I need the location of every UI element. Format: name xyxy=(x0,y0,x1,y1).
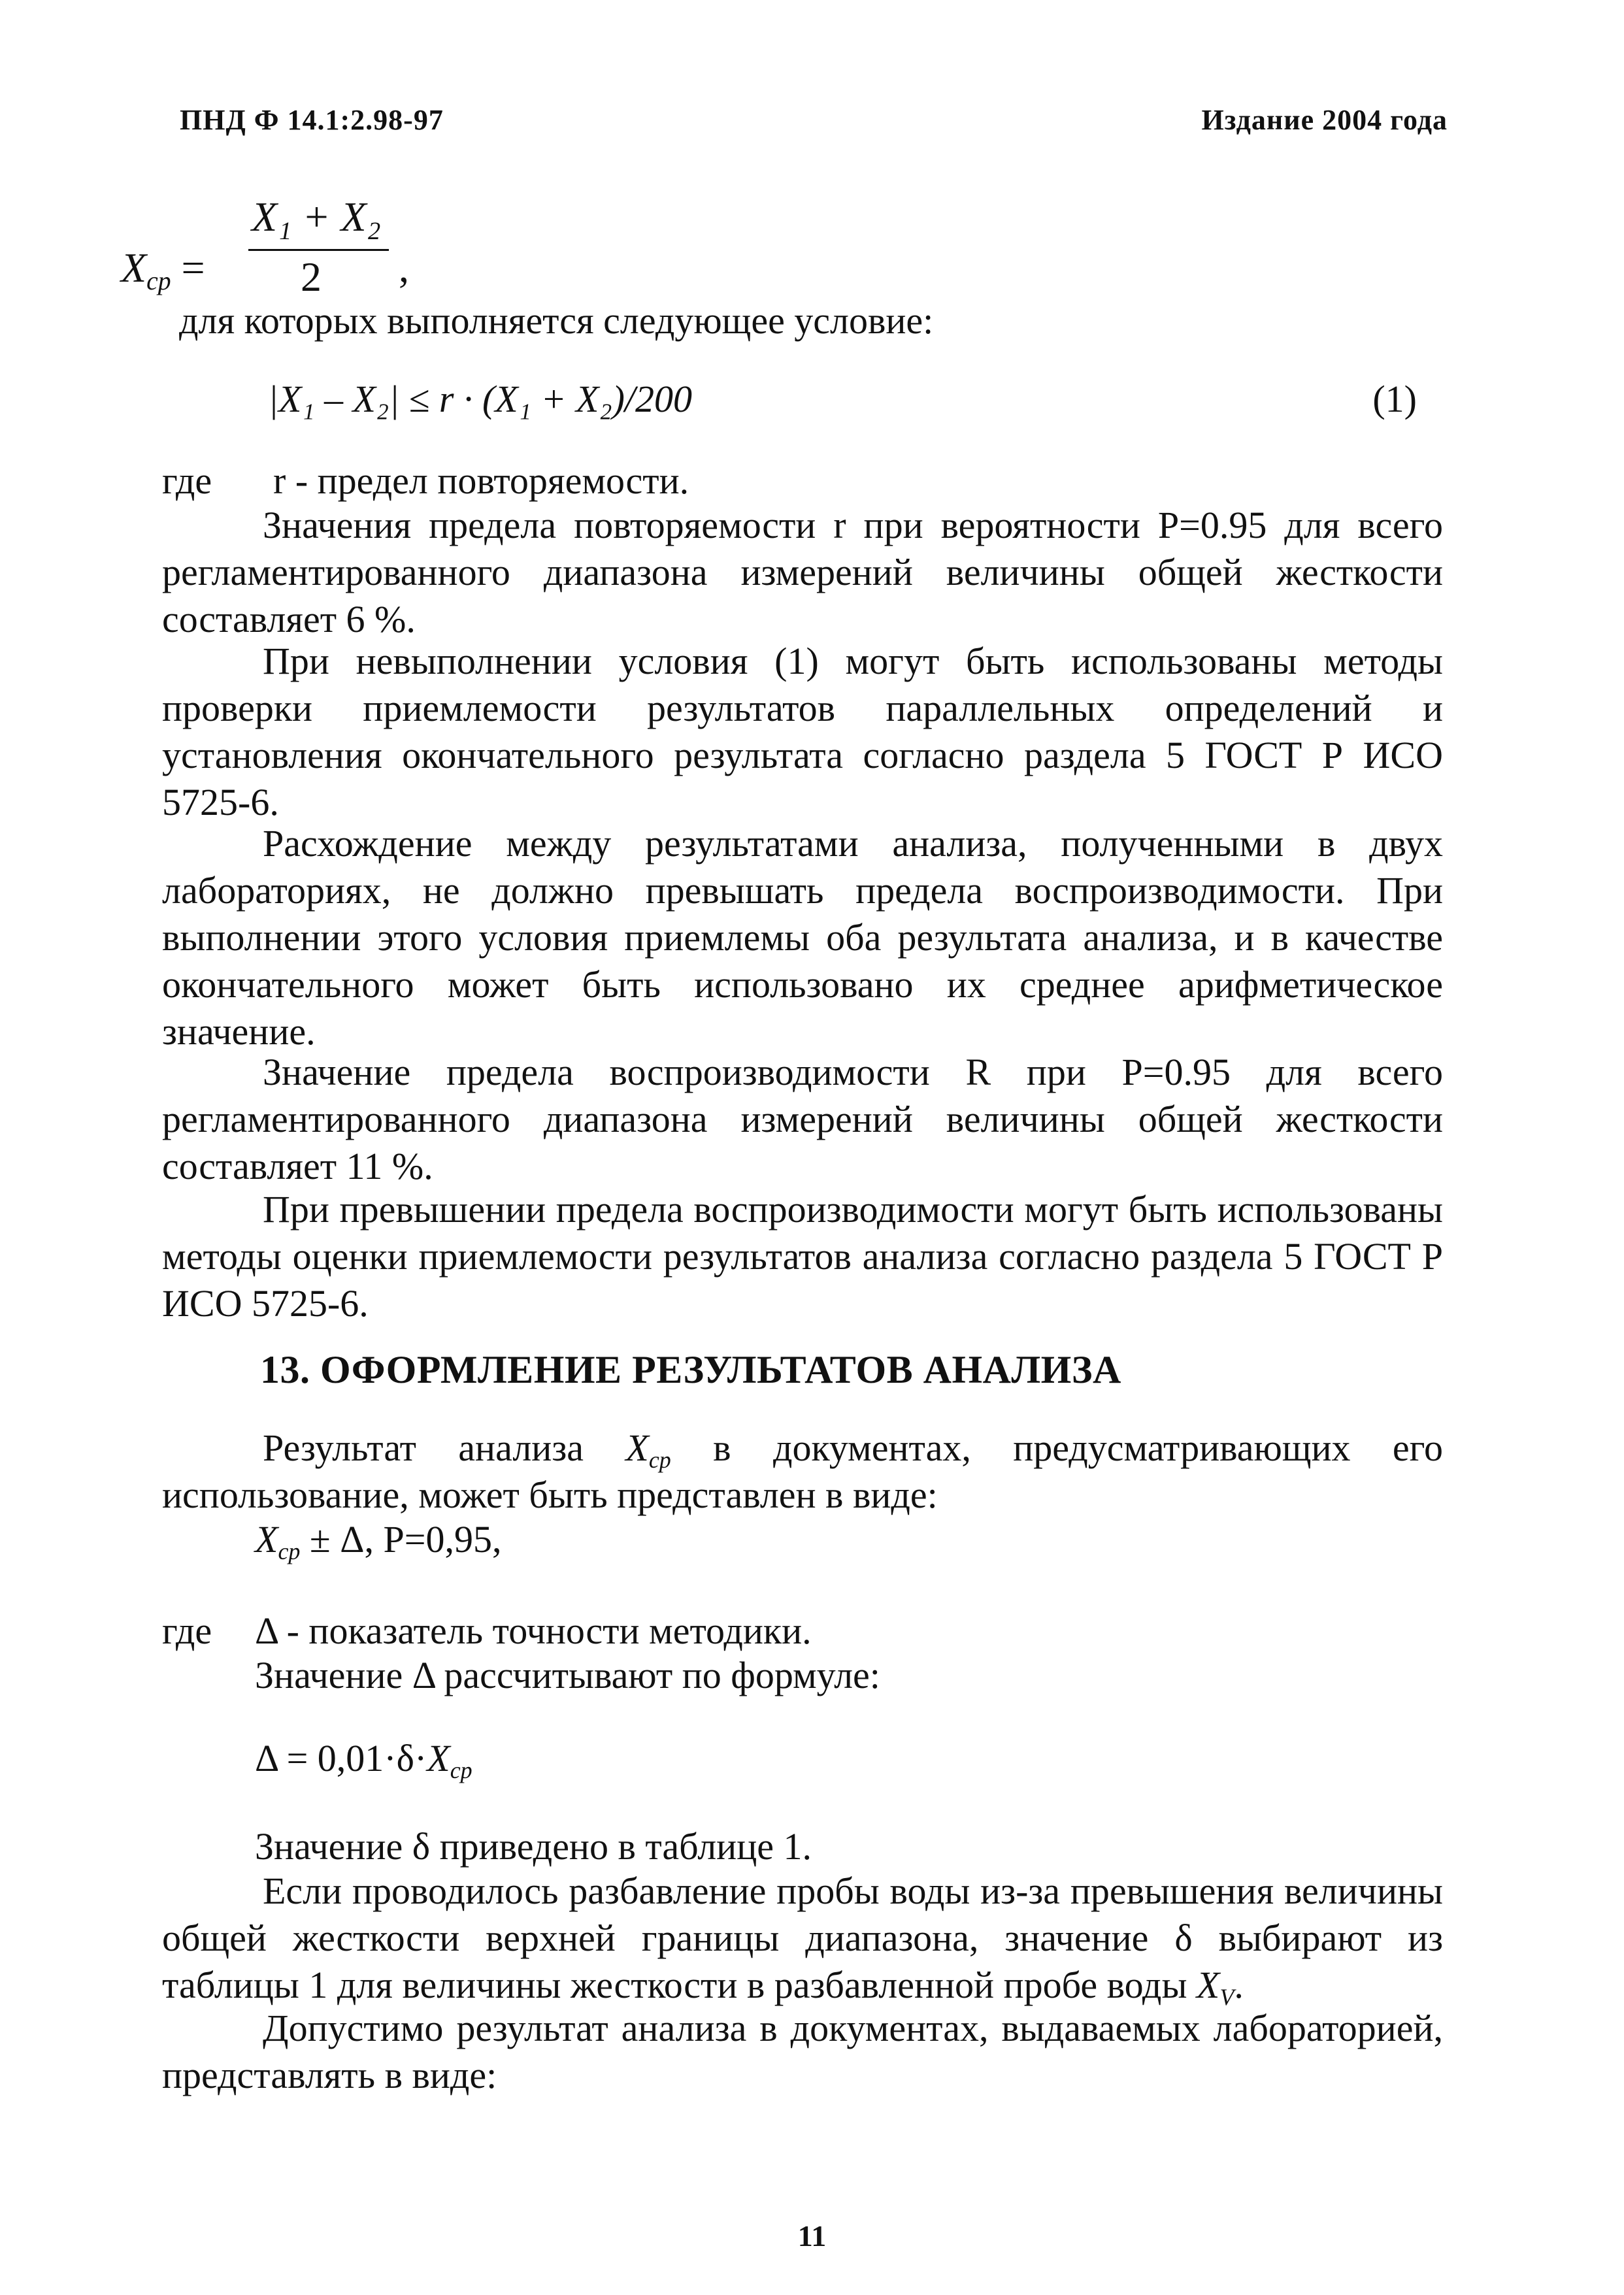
paragraph-final: Допустимо результат анализа в документах, выдаваемых лабораторией, представлять в виде: xyxy=(162,2007,1443,2096)
formula-comma: , xyxy=(399,244,409,291)
paragraph-exceeding: При превышении предела воспроизводимости могут быть использованы методы оценки приемлемости результатов анализа согласно раздела 5 ГОСТ Р ИСО 5725-6. xyxy=(162,1188,1443,1325)
formula-numerator: X₁ + X₂ xyxy=(252,193,381,240)
fraction-bar xyxy=(248,249,389,251)
edition-label: Издание 2004 года xyxy=(1201,104,1448,136)
section-heading: 13. ОФОРМЛЕНИЕ РЕЗУЛЬТАТОВ АНАЛИЗА xyxy=(260,1348,1121,1391)
delta-formula: $\Delta = 0,01\cdot\delta\cdot X_{ср}$ xyxy=(255,1737,472,1783)
where-text: Δ - показатель точности методики. xyxy=(255,1610,812,1652)
paragraph-reproducibility-limit: Значение предела воспроизводимости R при P=0.95 для всего регламентированного диапазона измерений величины общей жесткости составляет 11 %. xyxy=(162,1051,1443,1187)
paragraph-reproducibility: Расхождение между результатами анализа, полученными в двух лабораториях, не должно превышать предела воспроизводимости. При выполнении этого условия приемлемы оба результата анализа, и в качестве окончательного может быть использовано их среднее арифметическое значение. xyxy=(162,822,1443,1053)
page-number: 11 xyxy=(797,2219,827,2253)
formula-denominator: 2 xyxy=(301,254,322,300)
paragraph-repeatability: Значения предела повторяемости r при вероятности P=0.95 для всего регламентированного диапазона измерений величины общей жесткости составляет 6 %. xyxy=(162,504,1443,640)
paragraph-dilution: Если проводилось разбавление пробы воды из-за превышения величины общей жесткости верхней границы диапазона, значение δ выбирают из таблицы 1 для величины жесткости в разбавленной пробе воды $X_V$. xyxy=(162,1870,1443,2010)
result-formula: $X_{ср} \pm \Delta$, P=0,95, xyxy=(255,1518,502,1564)
paragraph-result: Результат анализа $X_{ср}$ в документах, предусматривающих его использование, может быть представлен в виде: xyxy=(162,1427,1444,1516)
condition-formula: |X₁ – X₂| ≤ r · (X₁ + X₂)/200 xyxy=(268,378,693,420)
delta-table-note: Значение δ приведено в таблице 1. xyxy=(255,1825,812,1868)
equation-number: (1) xyxy=(1372,378,1417,420)
formula-eq: = xyxy=(181,244,205,291)
where-text: r - предел повторяемости. xyxy=(273,459,689,502)
where-label: где xyxy=(162,459,212,502)
formula-sub: ср xyxy=(146,266,171,295)
condition-intro: для которых выполняется следующее условие: xyxy=(179,299,934,342)
where-label: где xyxy=(162,1610,212,1652)
paragraph-methods: При невыполнении условия (1) могут быть использованы методы проверки приемлемости результатов параллельных определений и установления окончательного результата согласно раздела 5 ГОСТ Р ИСО 5725-6. xyxy=(162,640,1443,823)
delta-intro: Значение Δ рассчитывают по формуле: xyxy=(255,1654,880,1696)
formula-var: X xyxy=(121,244,147,291)
document-code: ПНД Ф 14.1:2.98-97 xyxy=(180,104,444,136)
